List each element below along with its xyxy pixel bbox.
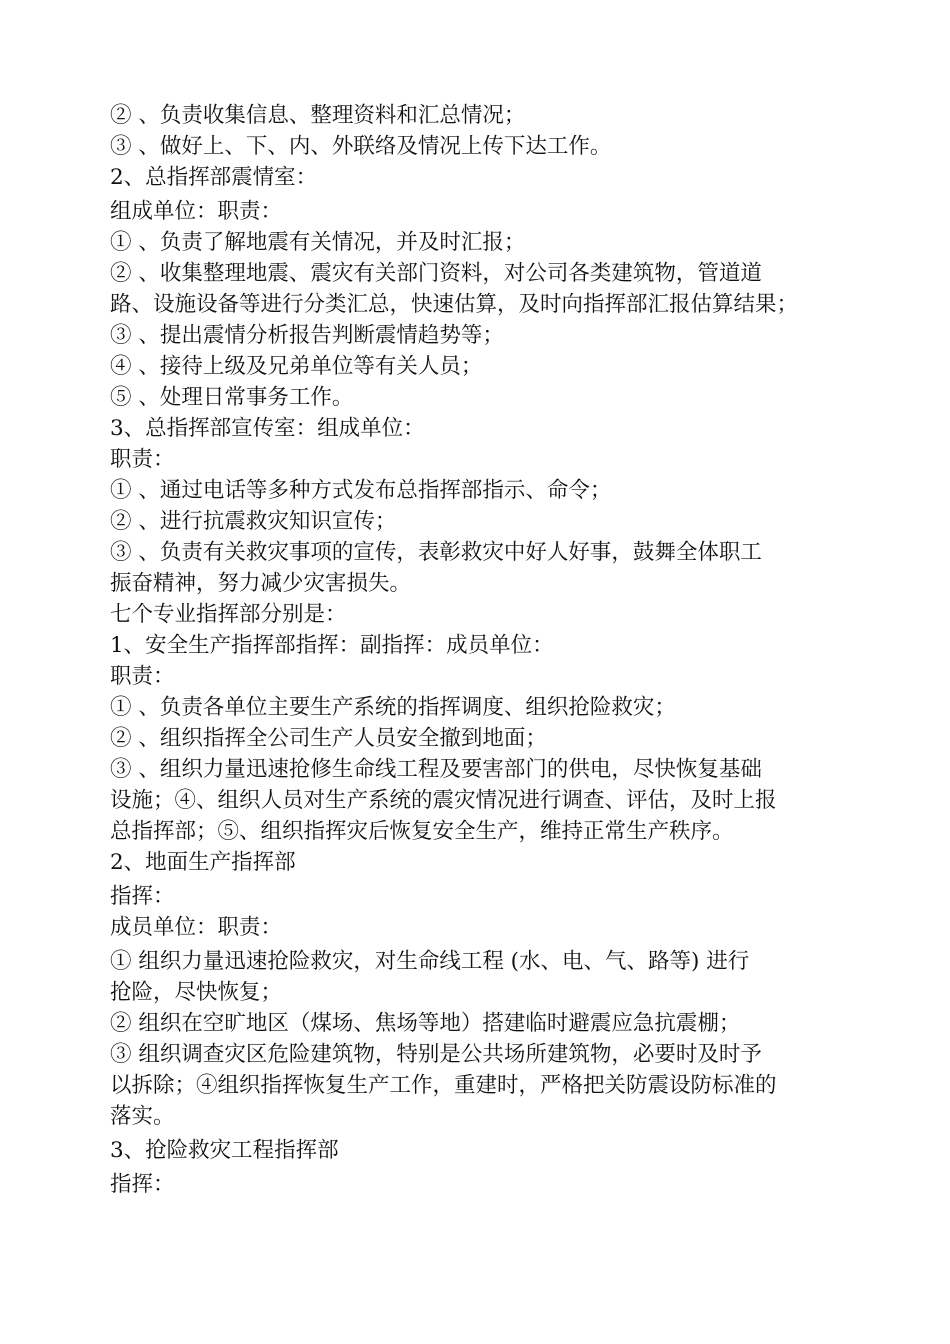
text-line: ② 、组织指挥全公司生产人员安全撤到地面； xyxy=(110,726,547,751)
text-line: ③ 、负责有关救灾事项的宣传，表彰救灾中好人好事，鼓舞全体职工 xyxy=(110,540,762,565)
text-line: 指挥： xyxy=(110,884,175,909)
text-line: ⑤ 、处理日常事务工作。 xyxy=(110,385,354,410)
text-line: 路、设施设备等进行分类汇总，快速估算，及时向指挥部汇报估算结果； xyxy=(110,292,799,317)
section-heading: 2、地面生产指挥部 xyxy=(110,850,296,875)
text-line: ③ 、组织力量迅速抢修生命线工程及要害部门的供电，尽快恢复基础 xyxy=(110,757,762,782)
text-line: ③ 组织调查灾区危险建筑物，特别是公共场所建筑物，必要时及时予 xyxy=(110,1042,762,1067)
text-line: ① 、通过电话等多种方式发布总指挥部指示、命令； xyxy=(110,478,612,503)
section-heading: 3、总指挥部宣传室：组成单位： xyxy=(110,416,425,441)
text-line: ③ 、做好上、下、内、外联络及情况上传下达工作。 xyxy=(110,134,612,159)
text-line: 总指挥部；⑤、组织指挥灾后恢复安全生产，维持正常生产秩序。 xyxy=(110,819,734,844)
text-line: 七个专业指挥部分别是： xyxy=(110,602,347,627)
text-line: 成员单位：职责： xyxy=(110,915,283,940)
section-heading: 3、抢险救灾工程指挥部 xyxy=(110,1138,339,1163)
section-heading: 1、安全生产指挥部指挥：副指挥：成员单位： xyxy=(110,633,554,658)
text-line: ① 、负责各单位主要生产系统的指挥调度、组织抢险救灾； xyxy=(110,695,676,720)
text-line: ① 组织力量迅速抢险救灾，对生命线工程 (水、电、气、路等) 进行 xyxy=(110,949,750,974)
text-line: 落实。 xyxy=(110,1104,175,1129)
text-line: 抢险，尽快恢复； xyxy=(110,980,283,1005)
text-line: ② 组织在空旷地区（煤场、焦场等地）搭建临时避震应急抗震棚； xyxy=(110,1011,741,1036)
text-line: 以拆除；④组织指挥恢复生产工作，重建时，严格把关防震设防标准的 xyxy=(110,1073,777,1098)
text-line: ① 、负责了解地震有关情况，并及时汇报； xyxy=(110,230,526,255)
text-line: 振奋精神，努力减少灾害损失。 xyxy=(110,571,412,596)
text-line: 组成单位：职责： xyxy=(110,199,283,224)
text-line: ④ 、接待上级及兄弟单位等有关人员； xyxy=(110,354,483,379)
section-heading: 2、总指挥部震情室： xyxy=(110,165,318,190)
text-line: 职责： xyxy=(110,664,175,689)
text-line: ② 、进行抗震救灾知识宣传； xyxy=(110,509,397,534)
text-line: ② 、负责收集信息、整理资料和汇总情况； xyxy=(110,103,526,128)
text-line: ② 、收集整理地震、震灾有关部门资料，对公司各类建筑物，管道道 xyxy=(110,261,762,286)
text-line: ③ 、提出震情分析报告判断震情趋势等； xyxy=(110,323,504,348)
text-line: 设施；④、组织人员对生产系统的震灾情况进行调查、评估，及时上报 xyxy=(110,788,777,813)
text-line: 指挥： xyxy=(110,1172,175,1197)
document-body xyxy=(110,100,850,1200)
text-line: 职责： xyxy=(110,447,175,472)
